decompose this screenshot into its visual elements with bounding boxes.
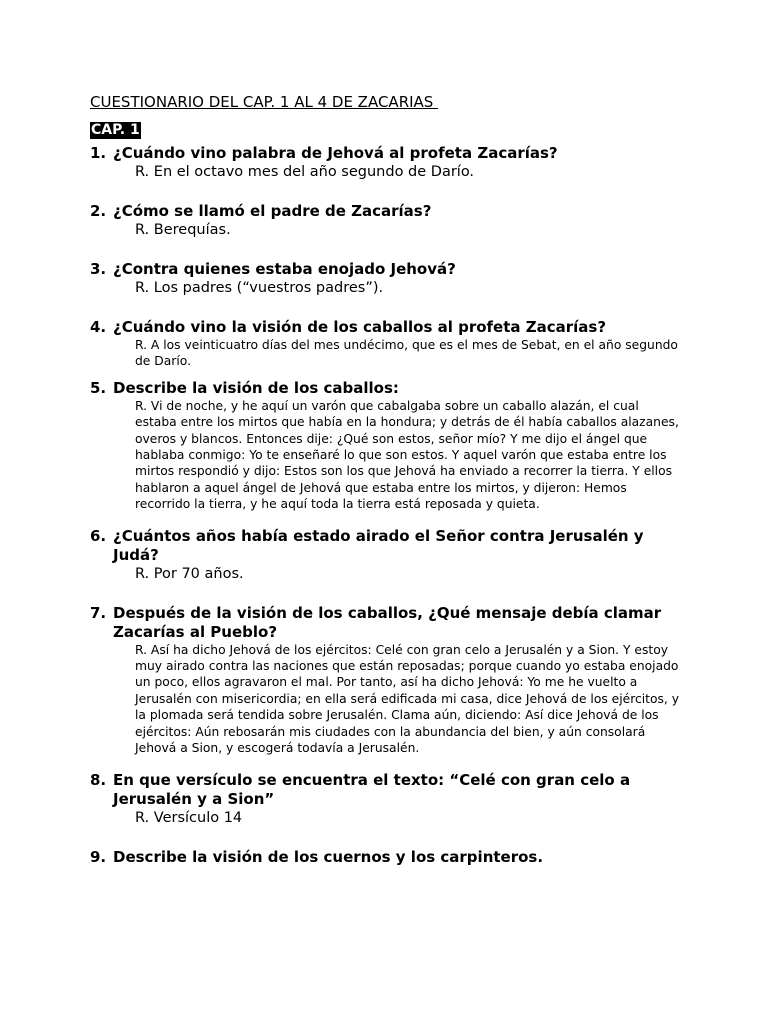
question-text: ¿Cuándo vino palabra de Jehová al profeta Zacarías? bbox=[113, 144, 558, 162]
question-number: 5. bbox=[90, 378, 107, 397]
answer-text: R. Así ha dicho Jehová de los ejércitos: Celé con gran celo a Jerusalén y a Sion. Y estoy muy airado contra las naciones que están reposadas; porque cuando yo estaba enojado un poco, ellos agravaron el mal. Por tanto, así ha dicho Jehová: Yo me he vuelto a Jerusalén con misericordia; en ella será edificada mi casa, dice Jehová de los ejércitos, y la plomada será tendida sobre Jerusalén. Clama aún, diciendo: Así dice Jehová de los ejércitos: Aún rebosarán mis ciudades con la abundancia del bien, y aún consolará Jehová a Sion, y escogerá todavía a Jerusalén. bbox=[135, 642, 680, 756]
question-6 bbox=[90, 527, 690, 584]
question-text: ¿Cómo se llamó el padre de Zacarías? bbox=[113, 202, 432, 220]
document-page bbox=[90, 92, 690, 867]
answer-text: R. Vi de noche, y he aquí un varón que cabalgaba sobre un caballo alazán, el cual estaba entre los mirtos que había en la hondura; y detrás de él había caballos alazanes, overos y blancos. Entonces dije: ¿Qué son estos, señor mío? Y me dijo el ángel que hablaba conmigo: Yo te enseñaré lo que son estos. Y aquel varón que estaba entre los mirtos respondió y dijo: Estos son los que Jehová ha enviado a recorrer la tierra. Y ellos hablaron a aquel ángel de Jehová que estaba entre los mirtos, y dijeron: Hemos recorrido la tierra, y he aquí toda la tierra está reposada y quieta. bbox=[135, 398, 679, 512]
question-4 bbox=[90, 318, 690, 370]
answer-text: R. Por 70 años. bbox=[135, 565, 244, 582]
question-7 bbox=[90, 604, 690, 757]
answer-text: R. Los padres (“vuestros padres”). bbox=[135, 280, 384, 296]
question-text: Describe la visión de los caballos: bbox=[113, 378, 399, 397]
answer-text: R. A los veinticuatro días del mes undécimo, que es el mes de Sebat, en el año segundo de Darío. bbox=[135, 338, 678, 369]
question-text: ¿Cuántos años había estado airado el Señor contra Jerusalén y Judá? bbox=[113, 526, 644, 564]
section-label-cap-1: CAP. 1 bbox=[91, 122, 140, 138]
question-text: ¿Cuándo vino la visión de los caballos al profeta Zacarías? bbox=[113, 318, 607, 336]
question-number: 2. bbox=[90, 202, 107, 220]
question-text: Después de la visión de los caballos, ¿Qué mensaje debía clamar Zacarías al Pueblo? bbox=[113, 603, 662, 641]
question-text: ¿Contra quienes estaba enojado Jehová? bbox=[113, 260, 456, 278]
question-text: Describe la visión de los cuernos y los carpinteros. bbox=[113, 847, 544, 866]
question-number: 1. bbox=[90, 144, 107, 162]
question-number: 7. bbox=[90, 603, 107, 622]
question-1 bbox=[90, 144, 690, 182]
question-9 bbox=[90, 848, 690, 867]
answer-text: R. Berequías. bbox=[135, 222, 231, 238]
document-title: CUESTIONARIO DEL CAP. 1 AL 4 DE ZACARIAS bbox=[90, 93, 439, 111]
question-5 bbox=[90, 379, 690, 513]
question-3 bbox=[90, 260, 690, 298]
question-number: 4. bbox=[90, 318, 107, 336]
question-number: 8. bbox=[90, 770, 107, 789]
answer-text: R. Versículo 14 bbox=[135, 809, 243, 826]
question-text: En que versículo se encuentra el texto: “Celé con gran celo a Jerusalén y a Sion” bbox=[113, 770, 631, 808]
question-8 bbox=[90, 771, 690, 828]
answer-text: R. En el octavo mes del año segundo de Darío. bbox=[135, 164, 475, 180]
question-2 bbox=[90, 202, 690, 240]
question-number: 9. bbox=[90, 847, 107, 866]
question-number: 3. bbox=[90, 260, 107, 278]
question-number: 6. bbox=[90, 526, 107, 545]
